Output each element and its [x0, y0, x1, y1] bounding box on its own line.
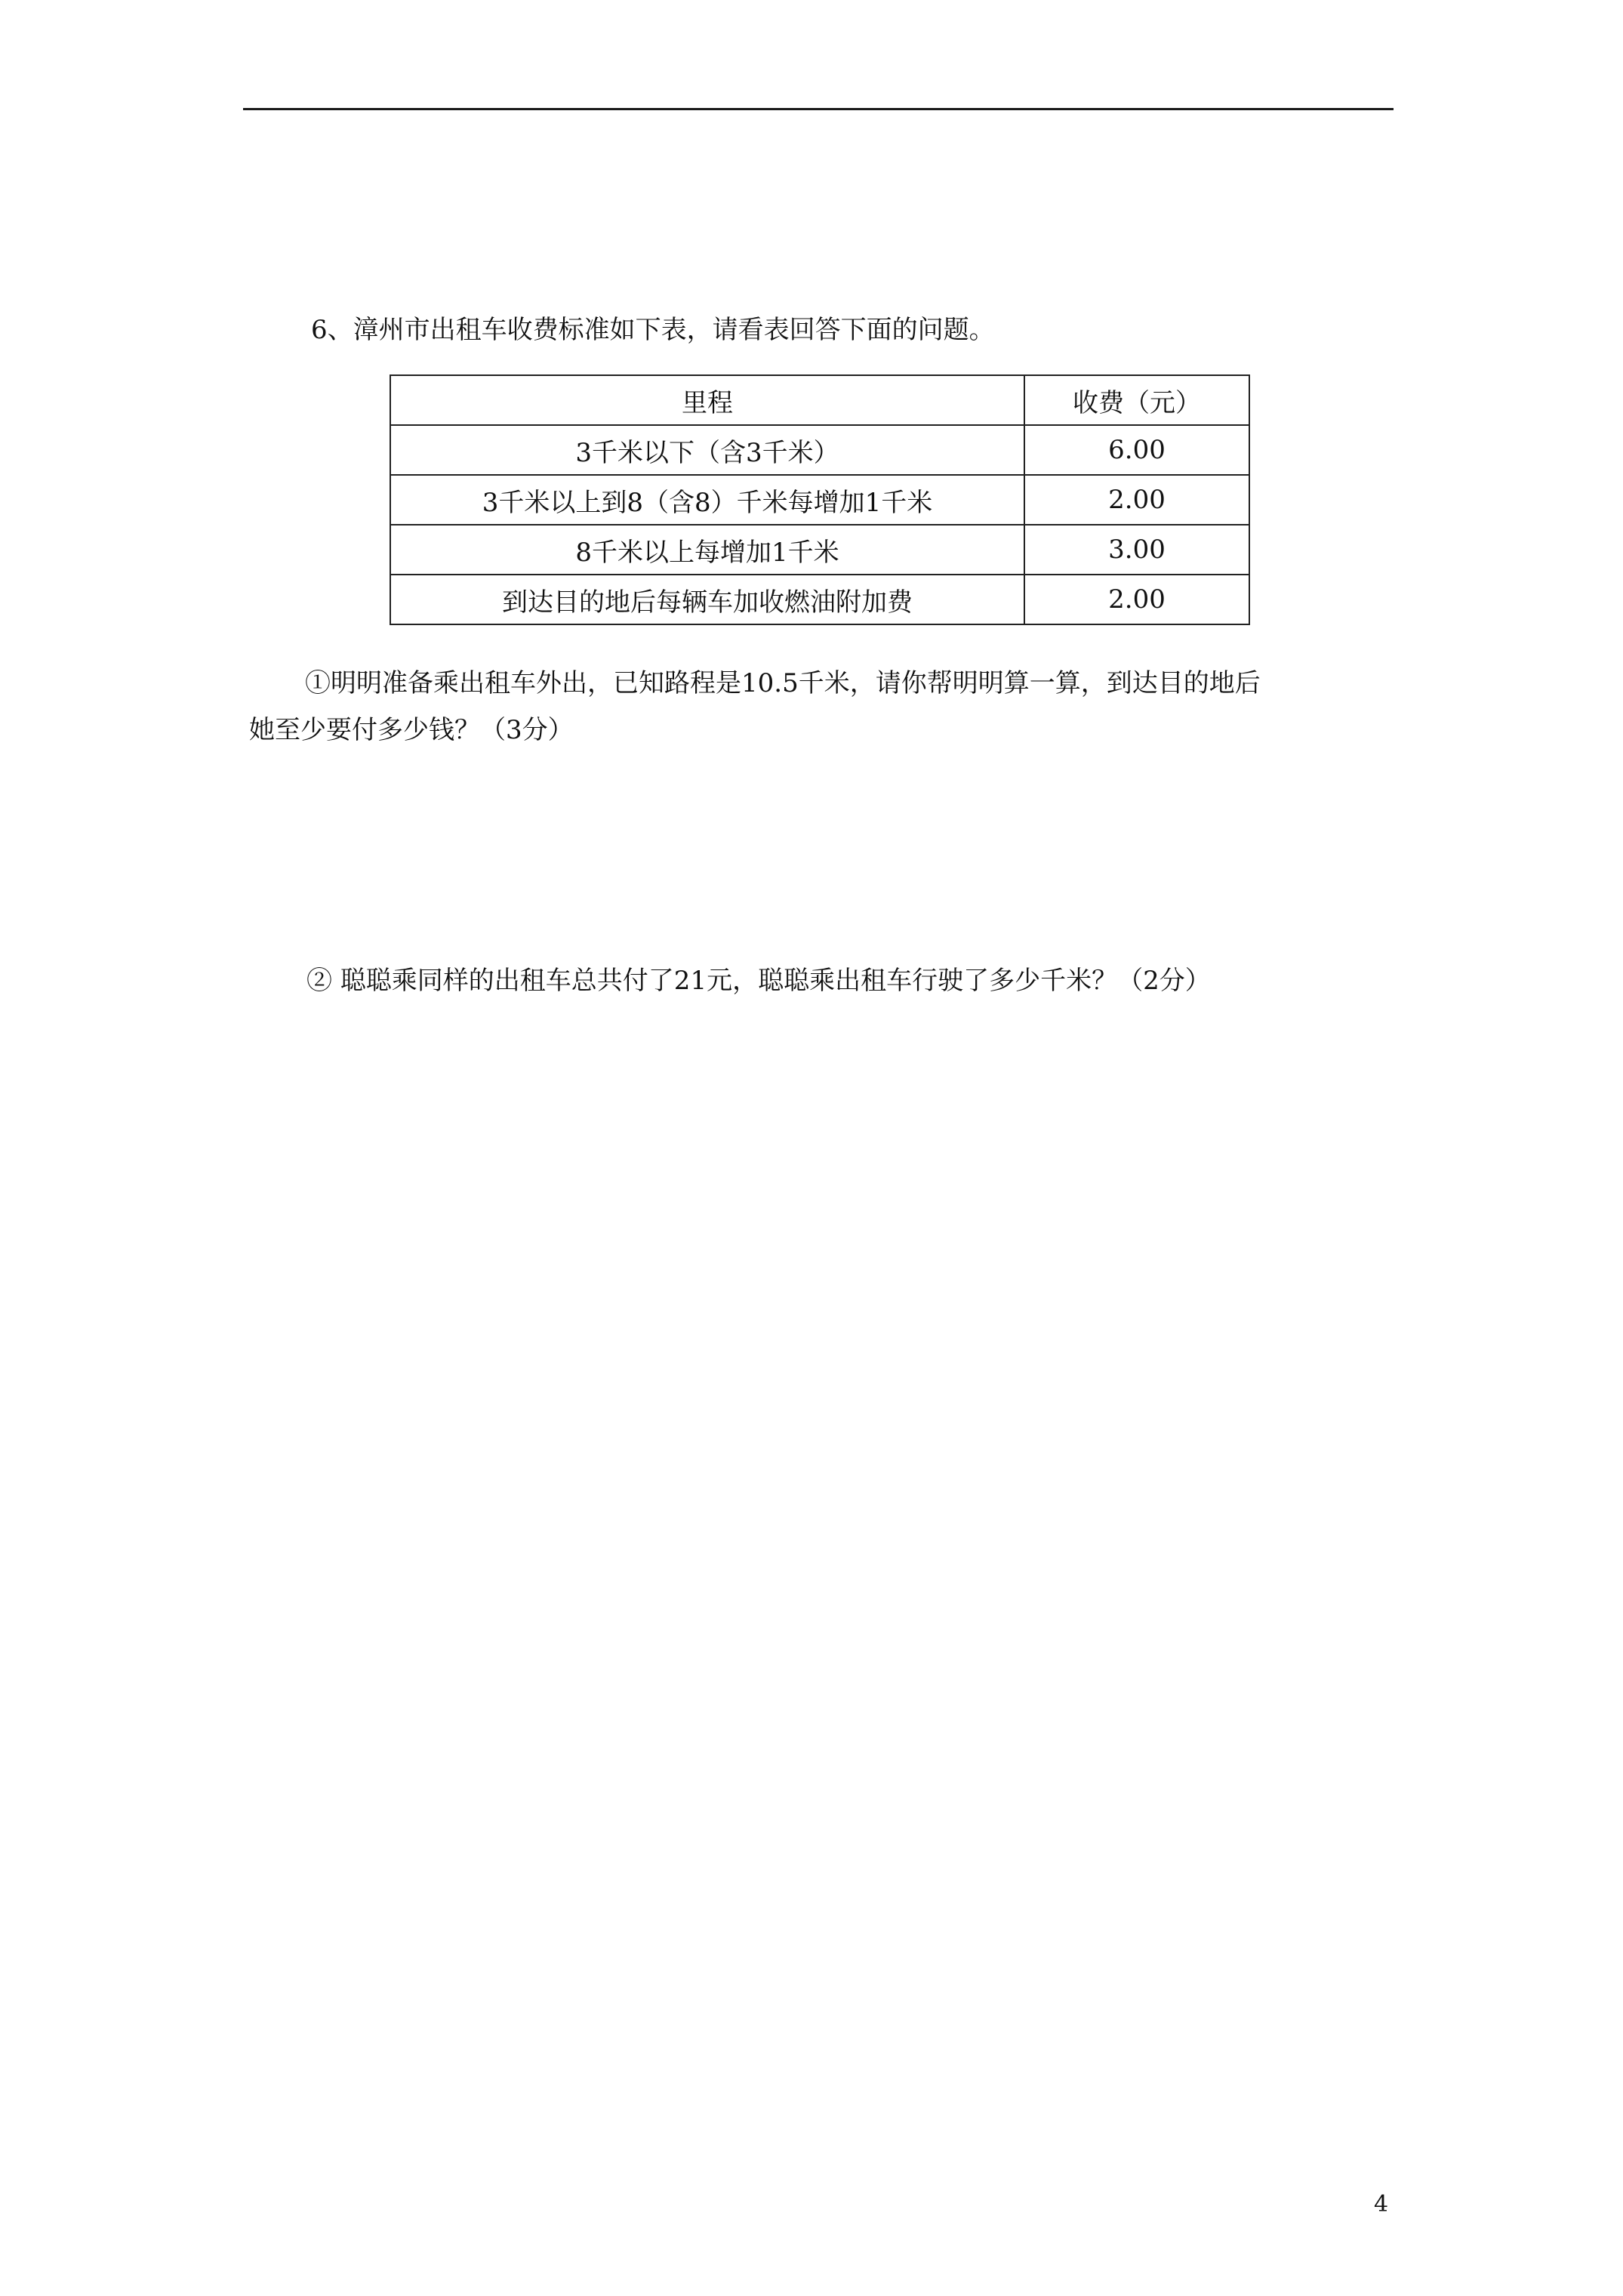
row-distance: 8千米以上每增加1千米: [390, 525, 1024, 575]
sub-question-1: [249, 660, 1390, 754]
header-rule: [243, 108, 1394, 110]
fare-table: [390, 374, 1250, 625]
row-distance: 3千米以上到8（含8）千米每增加1千米: [390, 475, 1024, 525]
table-row: [390, 425, 1249, 475]
row-distance: 到达目的地后每辆车加收燃油附加费: [390, 575, 1024, 624]
sub-question-1-line1: ①明明准备乘出租车外出，已知路程是10.5千米，请你帮明明算一算，到达目的地后: [305, 668, 1261, 698]
header-fee: 收费（元）: [1024, 375, 1249, 425]
table-row: [390, 575, 1249, 624]
page-number: 4: [1374, 2191, 1389, 2217]
sub-question-2: ② 聪聪乘同样的出租车总共付了21元，聪聪乘出租车行驶了多少千米？（2分）: [306, 966, 1211, 996]
row-fee: 2.00: [1024, 575, 1249, 624]
row-fee: 6.00: [1024, 425, 1249, 475]
row-fee: 3.00: [1024, 525, 1249, 575]
question-title: 6、漳州市出租车收费标准如下表，请看表回答下面的问题。: [311, 315, 995, 345]
table-row: [390, 525, 1249, 575]
table-header-row: [390, 375, 1249, 425]
table-row: [390, 475, 1249, 525]
sub-question-1-line2: 她至少要付多少钱？（3分）: [249, 715, 574, 745]
header-distance: 里程: [390, 375, 1024, 425]
row-fee: 2.00: [1024, 475, 1249, 525]
row-distance: 3千米以下（含3千米）: [390, 425, 1024, 475]
